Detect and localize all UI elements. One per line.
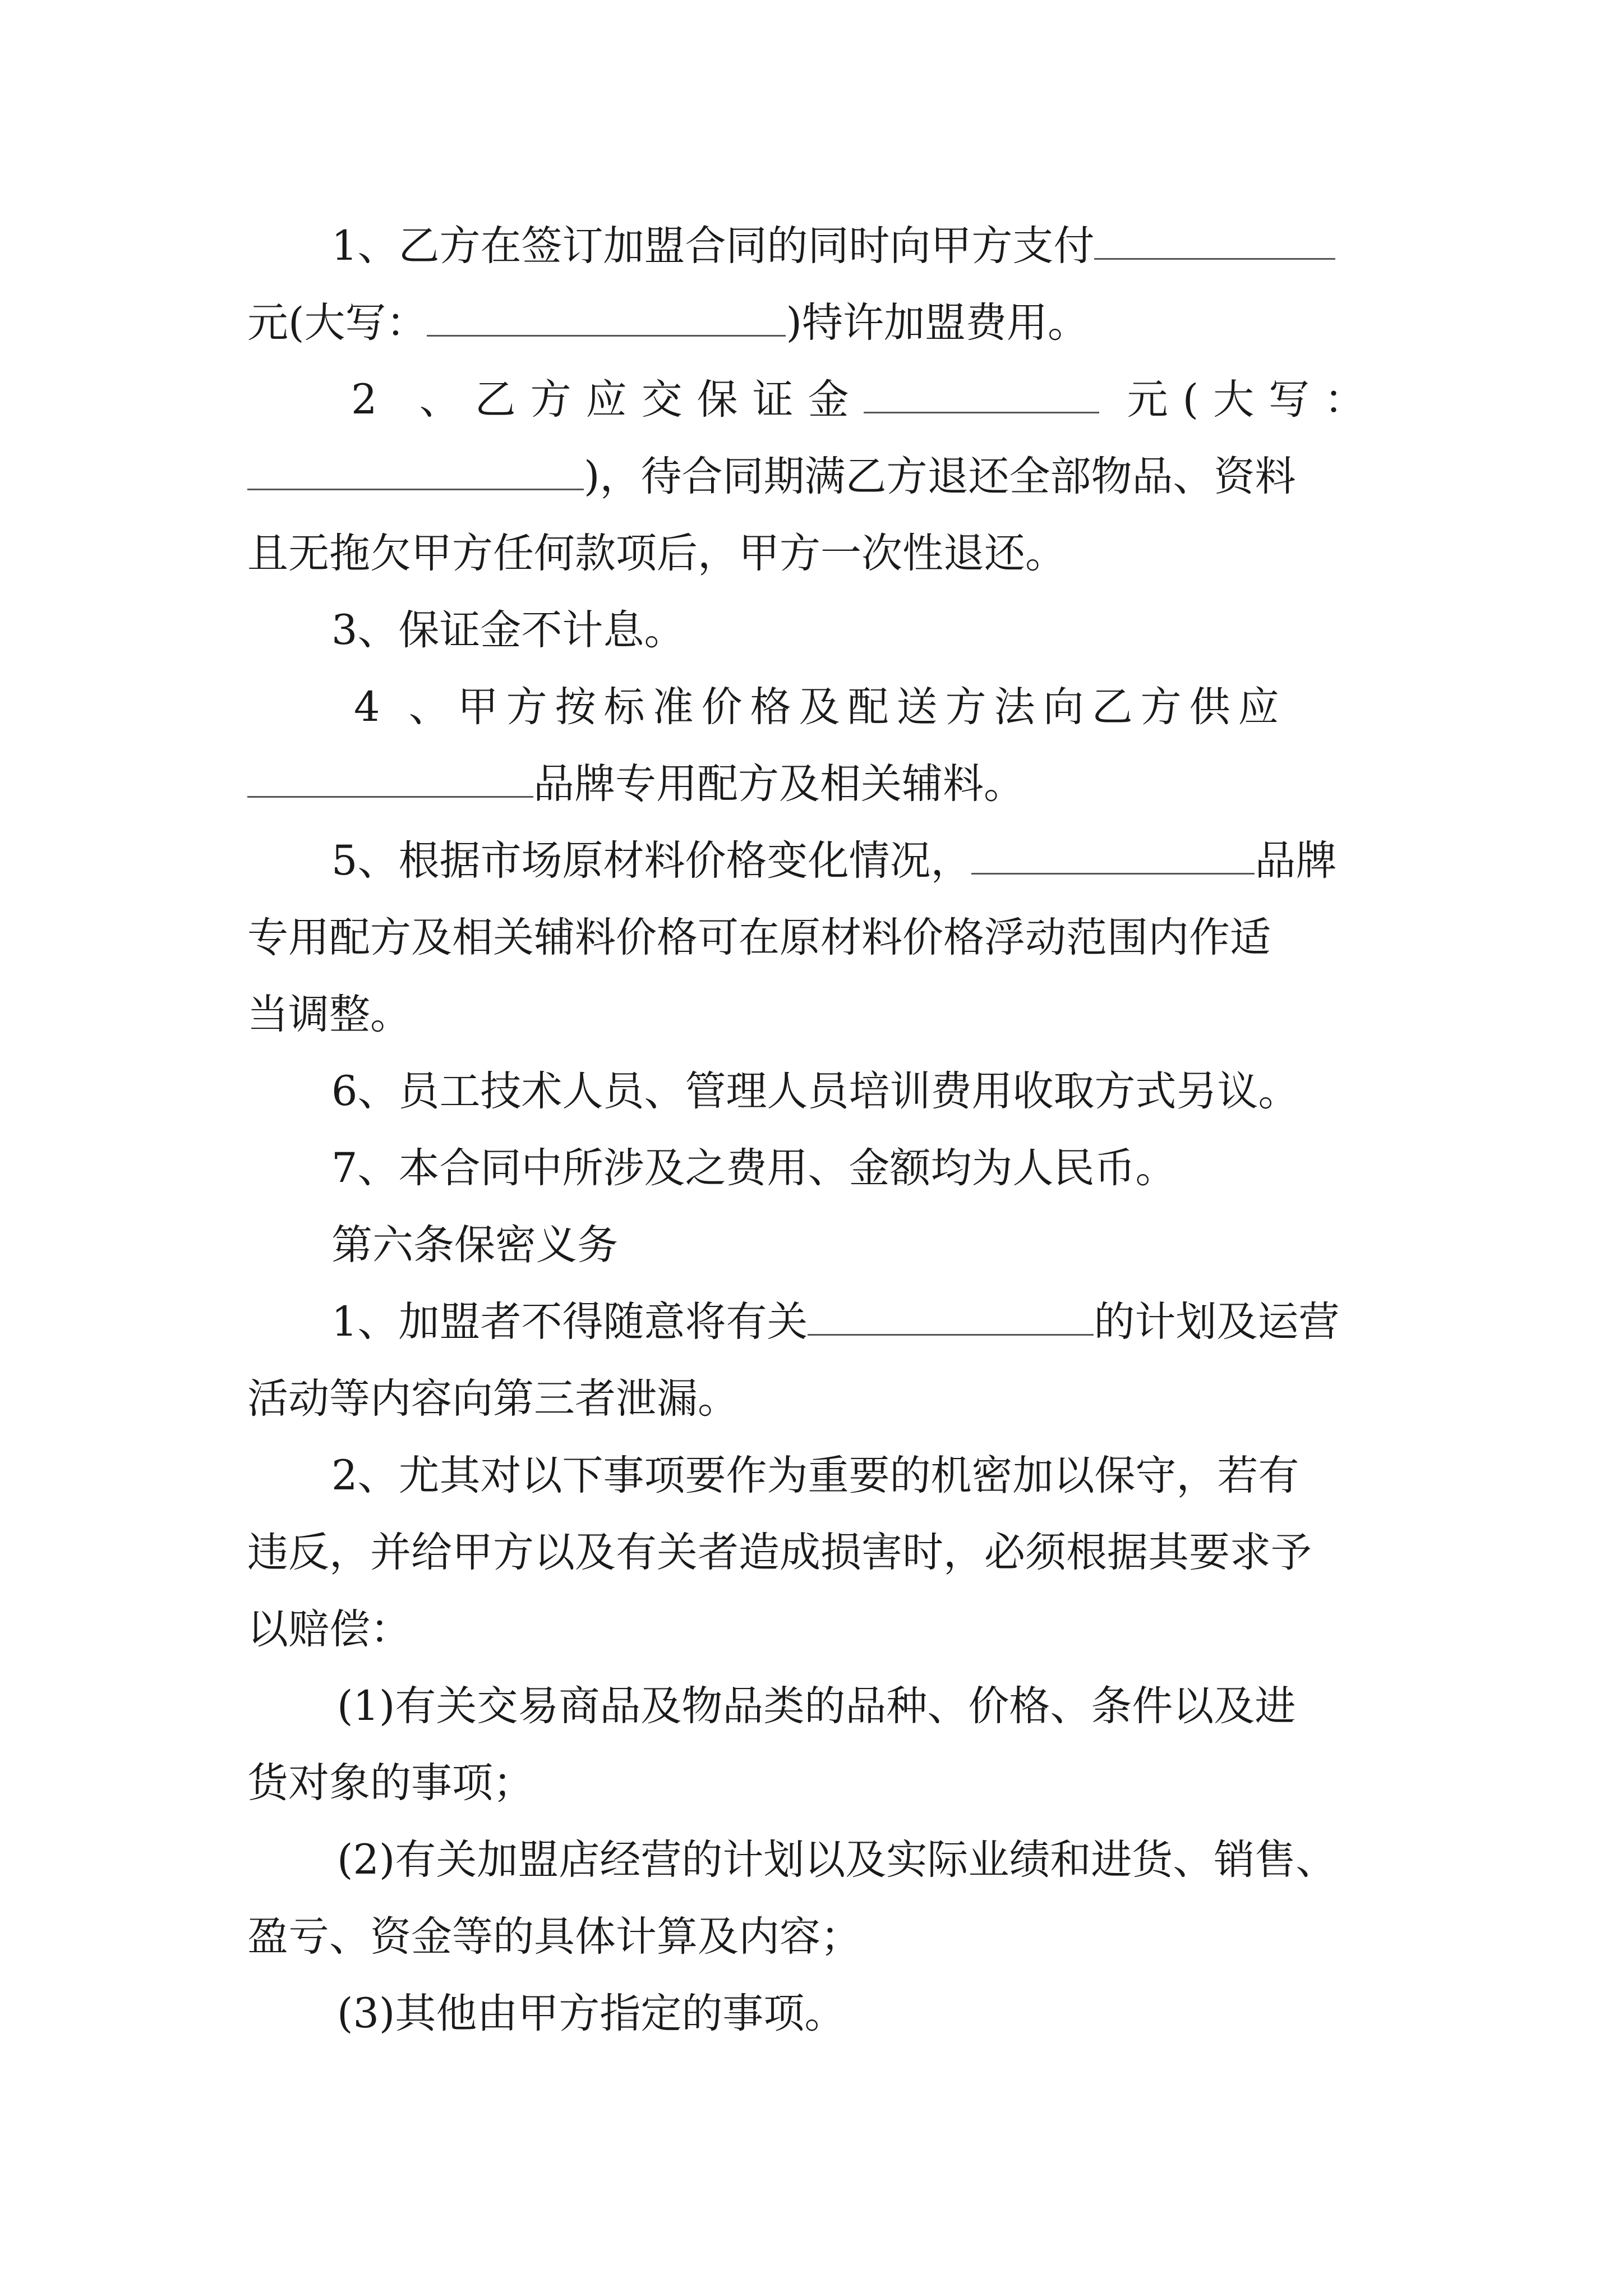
clause-5-1-line-1: [247, 208, 1384, 284]
subject-blank: [808, 1295, 1094, 1336]
item-3: [247, 1975, 1384, 2052]
text: (2)有关加盟店经营的计划以及实际业绩和进货、销售、: [337, 1836, 1337, 1884]
text: 的计划及运营: [1094, 1298, 1340, 1346]
clause-6-2-line-3: [247, 1591, 1384, 1668]
text: (1)有关交易商品及物品类的品种、价格、条件以及进: [337, 1682, 1296, 1730]
clause-6-1-line-2: [247, 1360, 1384, 1437]
clause-5-6: [247, 1053, 1384, 1130]
brand-blank: [971, 834, 1255, 875]
clause-5-4-line-2: [247, 746, 1384, 822]
text: 品牌: [1255, 837, 1337, 885]
clause-5-7: [247, 1130, 1384, 1207]
item-2-line-1: [247, 1821, 1384, 1898]
clause-6-1-line-1: [247, 1283, 1384, 1360]
contract-text: [247, 208, 1384, 2052]
text: 2 、乙方应交保证金: [351, 376, 864, 424]
deposit-blank: [864, 372, 1099, 413]
clause-5-5-line-2: [247, 899, 1384, 976]
text: 元(大写：: [247, 299, 427, 347]
text: 元(大写：: [1127, 376, 1380, 424]
text: 且无拖欠甲方任何款项后，甲方一次性退还。: [247, 530, 1066, 577]
clause-6-2-line-2: [247, 1514, 1384, 1591]
text: 第六条保密义务: [331, 1221, 618, 1269]
text: 专用配方及相关辅料价格可在原材料价格浮动范围内作适: [247, 914, 1271, 961]
item-2-line-2: [247, 1898, 1384, 1975]
item-1-line-1: [247, 1668, 1384, 1745]
clause-5-4-line-1: [247, 669, 1384, 746]
text: 1、加盟者不得随意将有关: [331, 1298, 808, 1346]
text: 活动等内容向第三者泄漏。: [247, 1375, 739, 1423]
text: 1、乙方在签订加盟合同的同时向甲方支付: [331, 222, 1095, 270]
text: (3)其他由甲方指定的事项。: [337, 1990, 846, 2037]
clause-5-2-line-3: [247, 515, 1384, 592]
clause-5-2-line-1: [247, 361, 1384, 438]
text: 违反，并给甲方以及有关者造成损害时，必须根据其要求予: [247, 1529, 1312, 1576]
clause-5-2-line-2: [247, 438, 1384, 515]
text: )，待合同期满乙方退还全部物品、资料: [584, 453, 1296, 500]
clause-5-5-line-1: [247, 822, 1384, 899]
clause-5-3: [247, 592, 1384, 669]
deposit-in-words-blank: [247, 449, 584, 490]
text: 2、尤其对以下事项要作为重要的机密加以保守，若有: [331, 1452, 1299, 1499]
text: 当调整。: [247, 991, 411, 1038]
text: 盈亏、资金等的具体计算及内容；: [247, 1913, 861, 1961]
clause-5-5-line-3: [247, 976, 1384, 1053]
article-6-heading: [247, 1207, 1384, 1283]
text: 品牌专用配方及相关辅料。: [533, 760, 1025, 808]
text: 3、保证金不计息。: [331, 606, 685, 654]
item-1-line-2: [247, 1745, 1384, 1821]
text: 5、根据市场原材料价格变化情况，: [331, 837, 972, 885]
clause-6-2-line-1: [247, 1437, 1384, 1514]
text: 4 、甲方按标准价格及配送方法向乙方供应: [354, 683, 1287, 731]
text: )特许加盟费用。: [786, 299, 1089, 347]
text: 6、员工技术人员、管理人员培训费用收取方式另议。: [331, 1068, 1299, 1115]
amount-in-words-blank: [427, 296, 786, 337]
text: 货对象的事项；: [247, 1759, 534, 1807]
text: 7、本合同中所涉及之费用、金额均为人民币。: [331, 1144, 1177, 1192]
amount-blank: [1094, 219, 1335, 260]
brand-blank: [247, 757, 533, 798]
text: 以赔偿：: [247, 1605, 411, 1653]
clause-5-1-line-2: [247, 284, 1384, 361]
